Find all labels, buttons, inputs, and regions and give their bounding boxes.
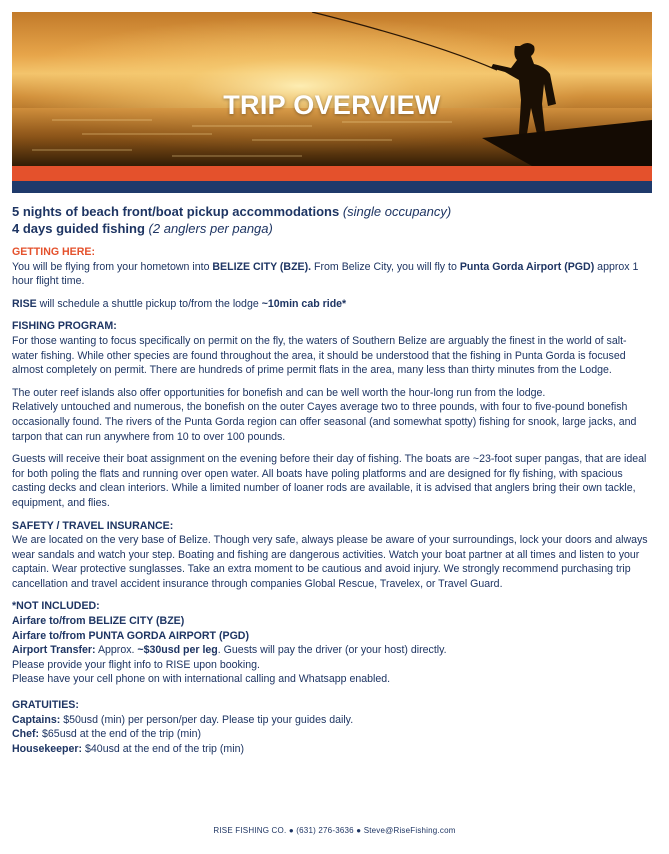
belize-city-airport: BELIZE CITY (BZE). — [212, 260, 312, 273]
footer-separator: ● — [286, 826, 297, 835]
housekeeper-text: $40usd at the end of the trip (min) — [82, 742, 245, 755]
getting-here-text: From Belize City, you will fly to — [311, 260, 460, 273]
section-not-included — [12, 599, 652, 687]
transfer-label: Airport Transfer: — [12, 644, 96, 657]
getting-here-shuttle — [12, 297, 652, 312]
footer-contact — [0, 826, 669, 835]
not-included-phone: Please have your cell phone on with international calling and Whatsapp enabled. — [12, 673, 391, 686]
getting-here-text: You will be flying from your hometown into — [12, 260, 213, 273]
punta-gorda-airport: Punta Gorda Airport (PGD) — [459, 260, 595, 273]
summary-accommodations-note: (single occupancy) — [342, 204, 452, 219]
not-included-flight-info: Please provide your flight info to RISE upon booking. — [12, 658, 260, 671]
safety-heading: SAFETY / TRAVEL INSURANCE: — [12, 519, 174, 532]
chef-text: $65usd at the end of the trip (min) — [39, 728, 202, 741]
summary-accommodations-text: 5 nights of beach front/boat pickup accommodations — [12, 204, 340, 219]
fishing-program-heading: FISHING PROGRAM: — [12, 320, 117, 333]
trip-summary — [12, 203, 652, 237]
hero-banner — [12, 12, 652, 166]
page-title: TRIP OVERVIEW — [223, 90, 441, 120]
housekeeper-label: Housekeeper: — [12, 742, 83, 755]
gratuities-heading: GRATUITIES: — [12, 699, 79, 712]
transfer-text: . Guests will pay the driver (or your host) directly. — [217, 644, 447, 657]
gratuity-captains — [12, 713, 652, 728]
shuttle-text: will schedule a shuttle pickup to/from the lodge — [36, 297, 262, 310]
fishing-paragraph: Guests will receive their boat assignment on the evening before their day of fishing. The boats are ~23-foot super pangas, that are ideal for both poling the flats and running over open water. All boats have poling platforms and are designed for fly fishing, with spacious casting decks and clean interiors. While a limited number of loaner rods are available, it is advised that anglers bring their own tackle, equipment, and flies. — [12, 453, 647, 509]
trip-details — [12, 203, 652, 756]
summary-accommodations — [12, 203, 652, 220]
accent-stripe-navy — [12, 181, 652, 193]
getting-here-text: approx 1 hour flight time. — [12, 260, 639, 288]
not-included-airfare-pgd: Airfare to/from PUNTA GORDA AIRPORT (PGD) — [12, 629, 249, 642]
summary-fishing-days-note: (2 anglers per panga) — [148, 221, 273, 236]
getting-here-flight — [12, 260, 652, 289]
not-included-airfare-bze: Airfare to/from BELIZE CITY (BZE) — [12, 615, 185, 628]
getting-here-heading: GETTING HERE: — [12, 246, 95, 258]
transfer-text: Approx. — [95, 644, 138, 657]
section-getting-here — [12, 245, 652, 311]
footer-separator: ● — [353, 826, 364, 835]
summary-fishing-days — [12, 220, 652, 237]
section-fishing-program — [12, 319, 652, 510]
section-gratuities — [12, 698, 652, 756]
footer-email-link[interactable]: Steve@RiseFishing.com — [363, 826, 456, 835]
angler-silhouette-image — [12, 12, 652, 166]
not-included-transfer — [12, 643, 652, 658]
footer-company: RISE FISHING CO. — [213, 826, 287, 835]
not-included-heading: *NOT INCLUDED: — [12, 600, 100, 613]
footer-phone[interactable]: (631) 276-3636 — [296, 826, 354, 835]
section-safety — [12, 519, 652, 592]
chef-label: Chef: — [12, 728, 40, 741]
gratuity-housekeeper — [12, 742, 652, 757]
fishing-paragraph: For those wanting to focus specifically on permit on the fly, the waters of Southern Belize are arguably the finest in the world of salt-water fishing. While other species are found throughout the area, it should be understood that the fishing in Punta Gorda is focused almost completely on permit. There are hundreds of prime permit flats in the area, many less than thirty minutes from the Lodge. — [12, 334, 627, 377]
fishing-paragraph: The outer reef islands also offer opportunities for bonefish and can be well worth the hour-long run from the lodge. — [12, 386, 546, 399]
transfer-price: ~$30usd per leg — [137, 644, 218, 657]
accent-stripe-orange — [12, 166, 652, 181]
captains-label: Captains: — [12, 713, 61, 726]
safety-paragraph: We are located on the very base of Belize. Though very safe, always please be aware of your surroundings, lock your doors and always wear sandals and watch your step. Boating and fishing are dangerous activities. Watch your boat partner at all times and listen to your captain. Wear protective sunglasses. Take an extra moment to be cautious and avoid injury. We strongly recommend purchasing trip cancellation and travel accident insurance through companies Global Rescue, Travelex, or Travel Guard. — [12, 534, 648, 590]
summary-fishing-days-text: 4 days guided fishing — [12, 221, 145, 236]
captains-text: $50usd (min) per person/per day. Please tip your guides daily. — [60, 713, 354, 726]
cab-ride-time: ~10min cab ride* — [261, 297, 347, 310]
rise-name: RISE — [12, 297, 37, 310]
gratuity-chef — [12, 727, 652, 742]
fishing-paragraph: Relatively untouched and numerous, the bonefish on the outer Cayes average two to three pounds, with four to five-pound bonefish occasionally found. The rivers of the Punta Gorda region can offer seasonal (and somewhat spotty) fishing for snook, large jacks, and tarpon that can run anywhere from 10 to over 100 pounds. — [12, 401, 637, 443]
